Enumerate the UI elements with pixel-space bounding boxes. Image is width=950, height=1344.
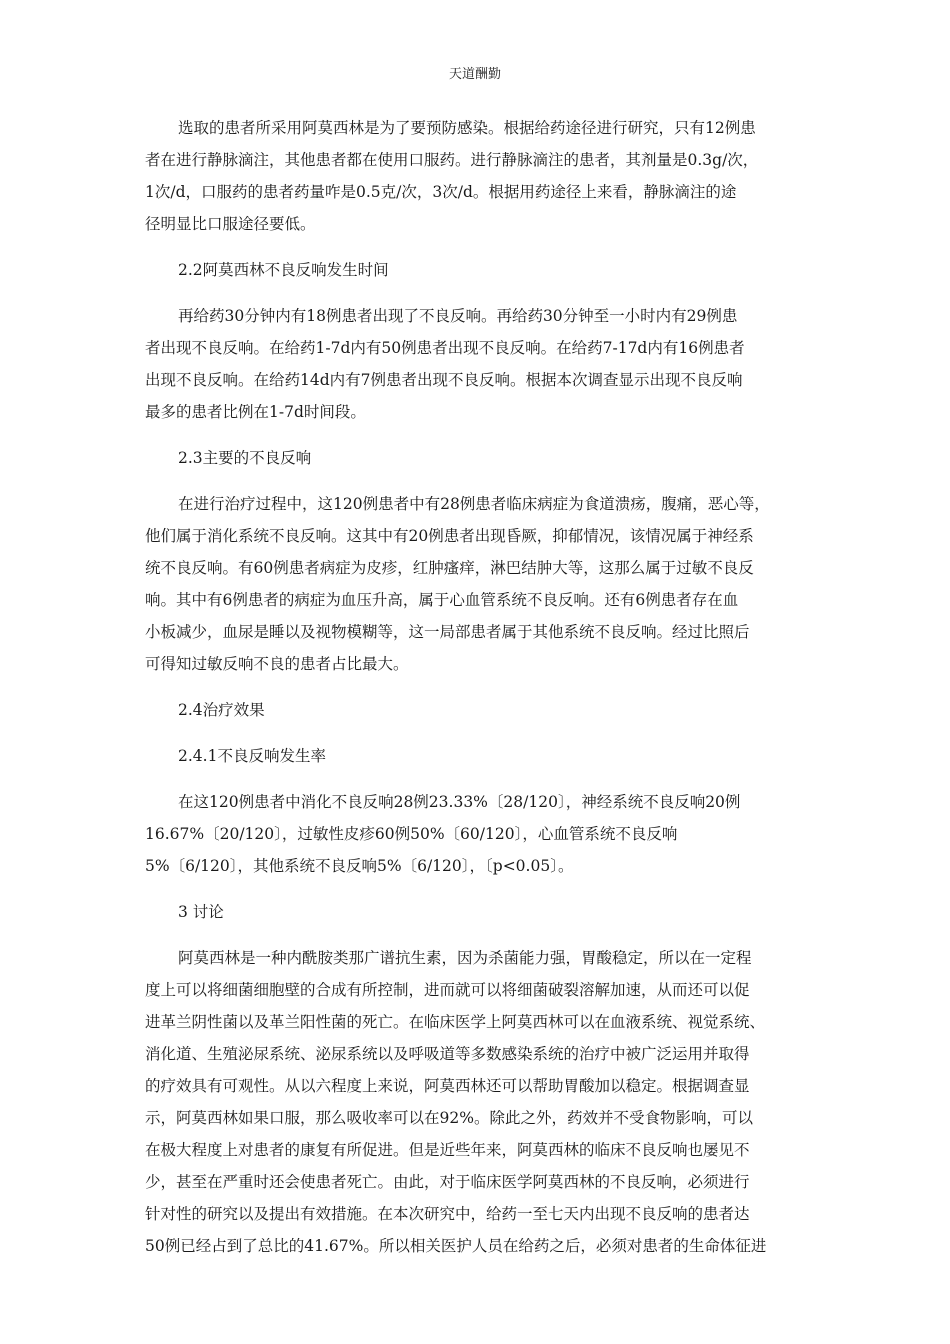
text-line: 选取的患者所采用阿莫西林是为了要预防感染。根据给药途径进行研究，只有12例患 [178,119,756,137]
text-line: 示，阿莫西林如果口服，那么吸收率可以在92%。除此之外，药效并不受食物影响，可以 [145,1109,753,1127]
text-line: 再给药30分钟内有18例患者出现了不良反响。再给药30分钟至一小时内有29例患 [178,307,738,325]
section-heading-3: 3 讨论 [178,903,224,921]
text-line: 在进行治疗过程中，这120例患者中有28例患者临床病症为食道溃疡，腹痛，恶心等， [178,495,770,513]
text-line: 出现不良反响。在给药14d内有7例患者出现不良反响。根据本次调查显示出现不良反响 [145,371,743,389]
text-line: 者出现不良反响。在给药1-7d内有50例患者出现不良反响。在给药7-17d内有16例患者 [145,339,745,357]
text-line: 他们属于消化系统不良反响。这其中有20例患者出现昏厥，抑郁情况，该情况属于神经系 [145,527,754,545]
text-line: 在这120例患者中消化不良反响28例23.33%〔28/120〕，神经系统不良反响20例 [178,793,741,811]
section-heading-2-4-1: 2.4.1不良反响发生率 [178,747,326,765]
text-line: 可得知过敏反响不良的患者占比最大。 [145,655,409,673]
document-body [145,112,805,1276]
text-line: 16.67%〔20/120〕，过敏性皮疹60例50%〔60/120〕，心血管系统不良反响 [145,825,678,843]
paragraph-drug-route [145,112,805,240]
text-line: 消化道、生殖泌尿系统、泌尿系统以及呼吸道等多数感染系统的治疗中被广泛运用并取得 [145,1045,750,1063]
text-line: 进革兰阴性菌以及革兰阳性菌的死亡。在临床医学上阿莫西林可以在血液系统、视觉系统、 [145,1013,766,1031]
text-line: 阿莫西林是一种内酰胺类那广谱抗生素，因为杀菌能力强，胃酸稳定，所以在一定程 [178,949,752,967]
section-heading-2-2: 2.2阿莫西林不良反响发生时间 [178,261,389,279]
text-line: 小板减少，血尿是睡以及视物模糊等，这一局部患者属于其他系统不良反响。经过比照后 [145,623,750,641]
text-line: 响。其中有6例患者的病症为血压升高，属于心血管系统不良反响。还有6例患者存在血 [145,591,739,609]
text-line: 度上可以将细菌细胞壁的合成有所控制，进而就可以将细菌破裂溶解加速，从而还可以促 [145,981,750,999]
text-line: 在极大程度上对患者的康复有所促进。但是近些年来，阿莫西林的临床不良反响也屡见不 [145,1141,750,1159]
section-heading-2-4: 2.4治疗效果 [178,701,265,719]
text-line: 最多的患者比例在1-7d时间段。 [145,403,366,421]
section-heading-2-3: 2.3主要的不良反响 [178,449,312,467]
paragraph-incidence-rate [145,786,805,882]
text-line: 针对性的研究以及提出有效措施。在本次研究中，给药一至七天内出现不良反响的患者达 [145,1205,750,1223]
paragraph-discussion [145,942,805,1262]
text-line: 1次/d，口服药的患者药量咋是0.5克/次，3次/d。根据用药途径上来看，静脉滴注的途 [145,183,737,201]
text-line: 少，甚至在严重时还会使患者死亡。由此，对于临床医学阿莫西林的不良反响，必须进行 [145,1173,750,1191]
paragraph-main-reactions [145,488,805,680]
paragraph-reaction-time [145,300,805,428]
text-line: 50例已经占到了总比的41.67%。所以相关医护人员在给药之后，必须对患者的生命体征进 [145,1237,767,1255]
text-line: 者在进行静脉滴注，其他患者都在使用口服药。进行静脉滴注的患者，其剂量是0.3g/次， [145,151,759,169]
text-line: 统不良反响。有60例患者病症为皮疹，红肿瘙痒，淋巴结肿大等，这那么属于过敏不良反 [145,559,754,577]
text-line: 的疗效具有可观性。从以六程度上来说，阿莫西林还可以帮助胃酸加以稳定。根据调查显 [145,1077,750,1095]
page-header: 天道酬勤 [448,67,501,82]
text-line: 径明显比口服途径要低。 [145,215,316,233]
text-line: 5%〔6/120〕，其他系统不良反响5%〔6/120〕，〔p<0.05〕。 [145,857,574,875]
